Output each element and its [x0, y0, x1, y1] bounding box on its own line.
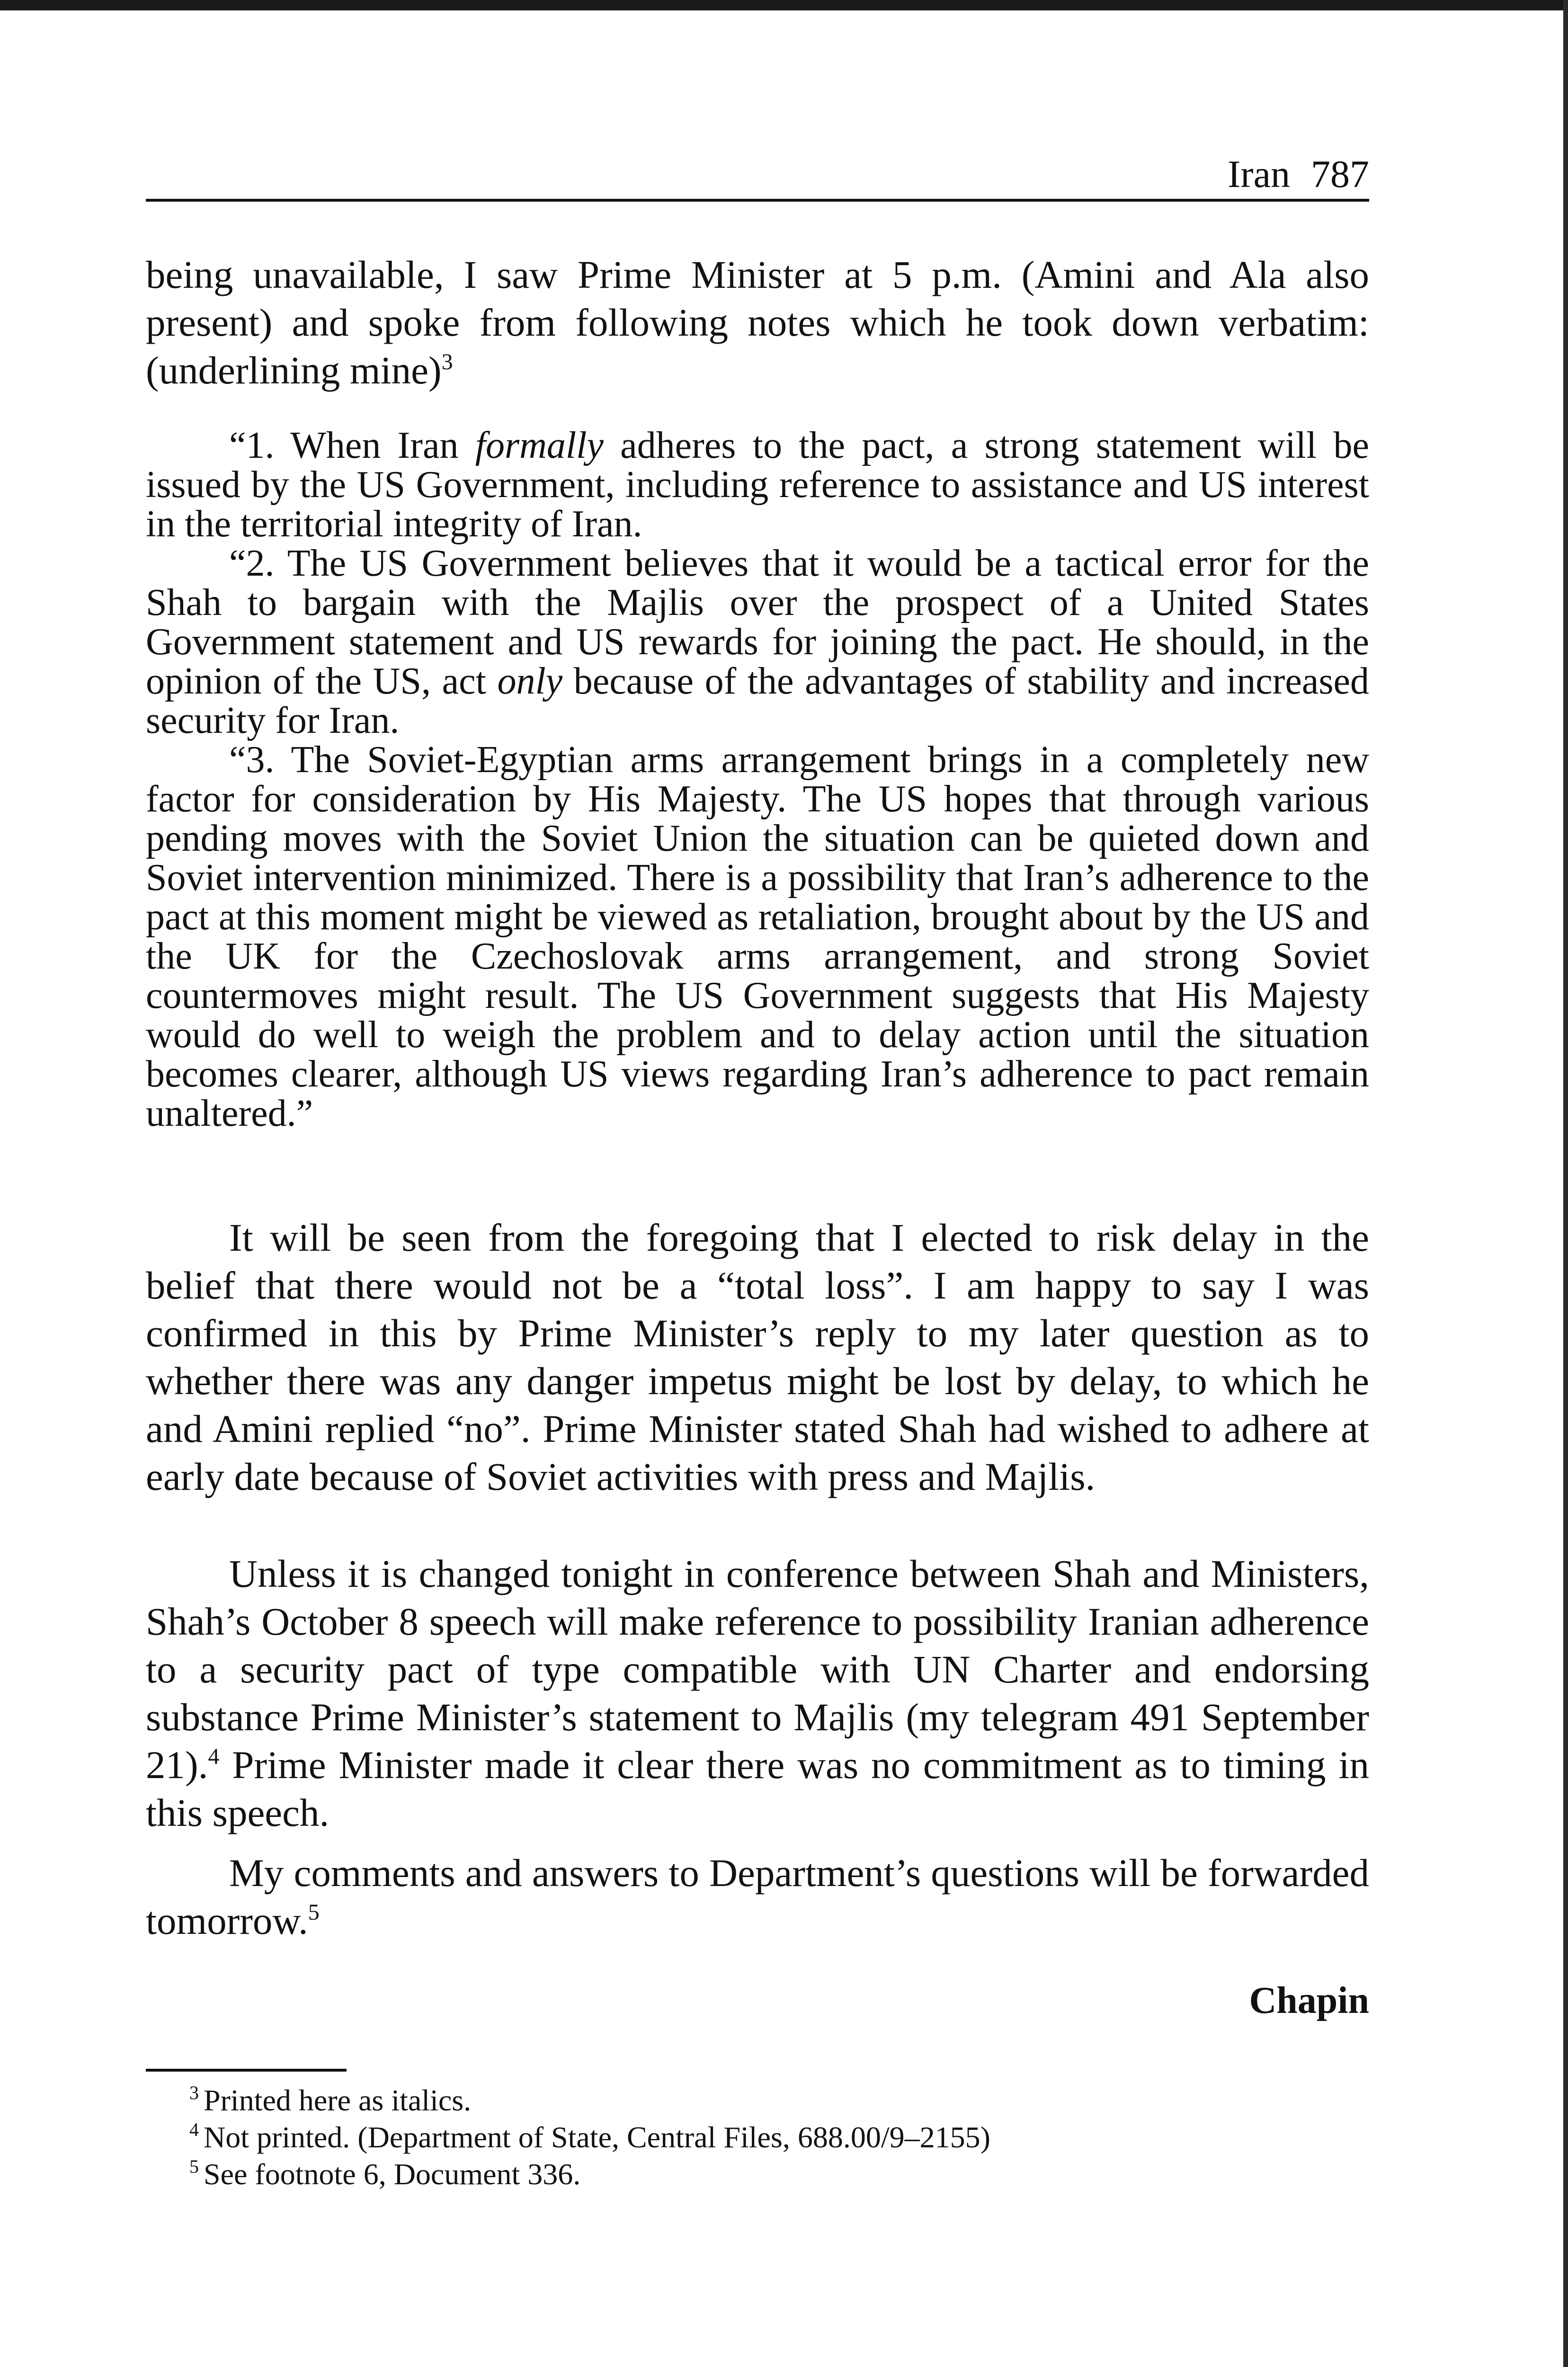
- body-paragraph-1: [146, 1214, 1369, 1501]
- footnote-marker: 5: [189, 2156, 199, 2177]
- note-1-text-start: “1. When Iran: [229, 425, 475, 466]
- footnote-text: Printed here as italics.: [204, 2083, 472, 2117]
- header-page-number: 787: [1311, 152, 1369, 196]
- footnote-item: [189, 2156, 1326, 2193]
- footnote-item: [189, 2119, 1326, 2156]
- footnote-marker: 3: [189, 2082, 199, 2103]
- footnote-ref-3: 3: [441, 349, 453, 374]
- note-1: [146, 426, 1369, 544]
- note-2-text-end: because of the advantages of stability and increased security for Iran.: [146, 660, 1369, 741]
- note-2: [146, 544, 1369, 740]
- body-paragraph-2-text-end: Prime Minister made it clear there was no commitment as to timing in this speech.: [146, 1743, 1369, 1834]
- footnote-ref-5: 5: [308, 1900, 320, 1925]
- note-2-emphasis: only: [497, 660, 563, 702]
- signature: Chapin: [1249, 1980, 1369, 2021]
- body-paragraph-2-text-start: Unless it is changed tonight in conference between Shah and Ministers, Shah’s October 8 speech will make reference to possibility Iranian adherence to a security pact of type compatible with UN Charter and endorsing substance Prime Minister’s statement to Majlis (my telegram 491 September 21).: [146, 1552, 1369, 1787]
- running-header: [146, 151, 1369, 198]
- footnote-text: Not printed. (Department of State, Central Files, 688.00/9–2155): [204, 2120, 990, 2154]
- footnote-marker: 4: [189, 2119, 199, 2140]
- body-paragraph-2: [146, 1550, 1369, 1837]
- footnotes: [189, 2082, 1326, 2193]
- note-1-text-end: adheres to the pact, a strong statement will be issued by the US Government, including reference to assistance and US interest in the territorial integrity of Iran.: [146, 425, 1369, 545]
- note-1-emphasis: formally: [475, 425, 604, 466]
- note-2-text-start: “2. The US Government believes that it would be a tactical error for the Shah to bargain with the Majlis over the prospect of a United States Government statement and US rewards for joining the pact. He should, in the opinion of the US, act: [146, 543, 1369, 702]
- scan-right-edge: [1563, 0, 1568, 2367]
- note-3: [146, 740, 1369, 1133]
- footnote-ref-4: 4: [208, 1744, 220, 1769]
- header-section-title: Iran: [1227, 152, 1290, 196]
- body-paragraph-3-text: My comments and answers to Department’s questions will be forwarded tomorrow.: [146, 1851, 1369, 1942]
- note-3-text: “3. The Soviet-Egyptian arms arrangement brings in a completely new factor for consideration by His Majesty. The US hopes that through various pending moves with the Soviet Union the situation can be quieted down and Soviet intervention minimized. There is a possibility that Iran’s adherence to the pact at this moment might be viewed as retaliation, brought about by the US and the UK for the Czechoslovak arms arrangement, and strong Soviet countermoves might result. The US Government suggests that His Majesty would do well to weigh the problem and to delay action until the situation becomes clearer, although US views regarding Iran’s adherence to pact remain unaltered.”: [146, 739, 1369, 1134]
- footnote-text: See footnote 6, Document 336.: [204, 2157, 581, 2191]
- footnote-item: [189, 2082, 1326, 2119]
- body-paragraph-3: [146, 1849, 1369, 1945]
- header-rule: [146, 199, 1369, 202]
- opening-text: being unavailable, I saw Prime Minister at 5 p.m. (Amini and Ala also present) and spoke from following notes which he took down verbatim: (underlining mine): [146, 253, 1369, 392]
- footnote-rule: [146, 2069, 347, 2072]
- body-paragraph-1-text: It will be seen from the foregoing that I elected to risk delay in the belief that there would not be a “total loss”. I am happy to say I was confirmed in this by Prime Minister’s reply to my later question as to whether there was any danger impetus might be lost by delay, to which he and Amini replied “no”. Prime Minister stated Shah had wished to adhere at early date because of Soviet activities with press and Majlis.: [146, 1216, 1369, 1498]
- opening-paragraph: [146, 251, 1369, 394]
- scan-top-edge: [0, 0, 1568, 10]
